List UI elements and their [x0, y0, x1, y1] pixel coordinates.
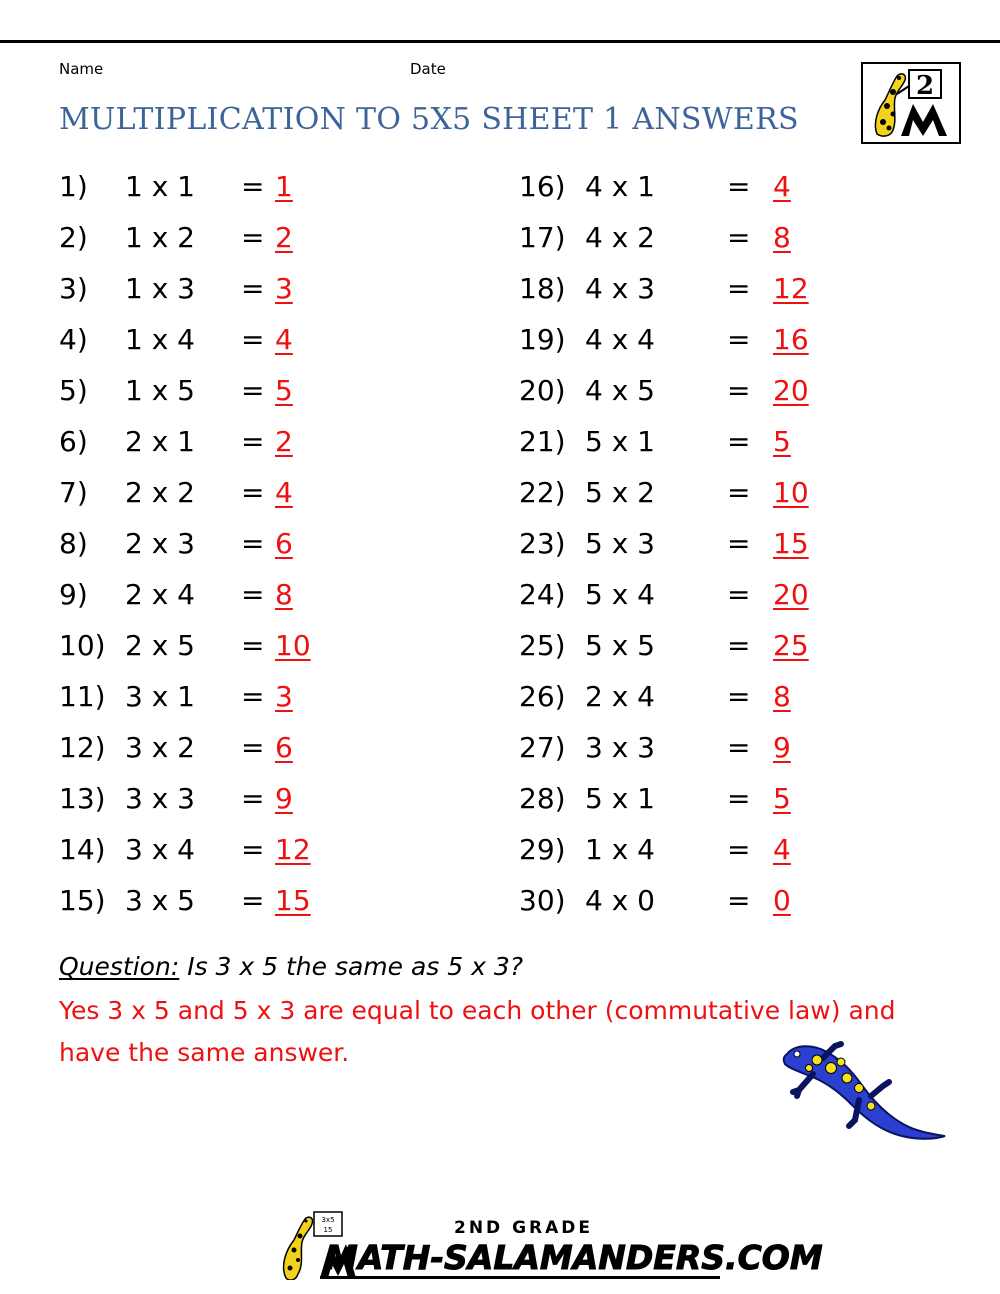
problem-answer: 25 [773, 629, 809, 662]
problem-row [519, 728, 819, 768]
problem-number: 21) [519, 425, 566, 458]
equals-sign: = [241, 782, 265, 815]
problem-number: 25) [519, 629, 566, 662]
problem-answer: 2 [275, 425, 293, 458]
problem-row [59, 269, 359, 309]
equals-sign: = [727, 527, 751, 560]
problem-number: 3) [59, 272, 88, 305]
problem-expression: 2 x 2 [125, 476, 195, 509]
problem-expression: 2 x 4 [585, 680, 655, 713]
equals-sign: = [241, 578, 265, 611]
problem-expression: 5 x 2 [585, 476, 655, 509]
problem-answer: 5 [773, 425, 791, 458]
problem-expression: 3 x 3 [585, 731, 655, 764]
problem-row [59, 422, 359, 462]
logo-badge [861, 62, 961, 144]
problem-answer: 9 [275, 782, 293, 815]
footer-site: MATH-SALAMANDERS.COM [325, 1238, 823, 1277]
logo-digit: 2 [915, 71, 935, 101]
equals-sign: = [241, 833, 265, 866]
problem-answer: 4 [773, 170, 791, 203]
problem-answer: 2 [275, 221, 293, 254]
problem-expression: 2 x 5 [125, 629, 195, 662]
problem-expression: 3 x 2 [125, 731, 195, 764]
problem-expression: 3 x 1 [125, 680, 195, 713]
problem-row [519, 167, 819, 207]
problem-row [59, 728, 359, 768]
equals-sign: = [727, 221, 751, 254]
problem-expression: 3 x 5 [125, 884, 195, 917]
problem-row [59, 218, 359, 258]
problem-row [59, 320, 359, 360]
problem-expression: 3 x 3 [125, 782, 195, 815]
problem-number: 27) [519, 731, 566, 764]
problem-row [519, 677, 819, 717]
problem-row [59, 524, 359, 564]
problem-number: 19) [519, 323, 566, 356]
problem-number: 2) [59, 221, 88, 254]
equals-sign: = [241, 680, 265, 713]
problem-answer: 8 [773, 680, 791, 713]
problem-expression: 1 x 5 [125, 374, 195, 407]
problem-answer: 20 [773, 374, 809, 407]
problem-row [519, 779, 819, 819]
problem-number: 24) [519, 578, 566, 611]
problem-expression: 2 x 1 [125, 425, 195, 458]
problem-row [519, 626, 819, 666]
problem-expression: 5 x 1 [585, 425, 655, 458]
equals-sign: = [241, 476, 265, 509]
problem-answer: 20 [773, 578, 809, 611]
equals-sign: = [241, 425, 265, 458]
equals-sign: = [241, 629, 265, 662]
equals-sign: = [727, 884, 751, 917]
problem-expression: 4 x 1 [585, 170, 655, 203]
problem-number: 11) [59, 680, 106, 713]
equals-sign: = [727, 425, 751, 458]
problem-answer: 5 [275, 374, 293, 407]
problem-row [519, 473, 819, 513]
problem-expression: 5 x 3 [585, 527, 655, 560]
top-rule [0, 40, 1000, 43]
equals-sign: = [727, 578, 751, 611]
problem-expression: 2 x 3 [125, 527, 195, 560]
problem-answer: 4 [275, 323, 293, 356]
equals-sign: = [727, 629, 751, 662]
equals-sign: = [727, 272, 751, 305]
problem-expression: 4 x 0 [585, 884, 655, 917]
problem-number: 26) [519, 680, 566, 713]
problem-answer: 4 [773, 833, 791, 866]
problem-number: 4) [59, 323, 88, 356]
problem-expression: 3 x 4 [125, 833, 195, 866]
problem-expression: 4 x 3 [585, 272, 655, 305]
equals-sign: = [727, 476, 751, 509]
problem-expression: 1 x 4 [585, 833, 655, 866]
problem-answer: 3 [275, 272, 293, 305]
equals-sign: = [727, 170, 751, 203]
problem-number: 12) [59, 731, 106, 764]
equals-sign: = [727, 374, 751, 407]
problem-expression: 1 x 4 [125, 323, 195, 356]
problem-row [519, 320, 819, 360]
problem-number: 10) [59, 629, 106, 662]
equals-sign: = [241, 884, 265, 917]
name-label: Name [59, 60, 104, 78]
problem-row [59, 626, 359, 666]
problem-answer: 10 [773, 476, 809, 509]
problem-expression: 4 x 5 [585, 374, 655, 407]
problem-row [519, 881, 819, 921]
problem-answer: 3 [275, 680, 293, 713]
problem-row [519, 218, 819, 258]
problem-number: 6) [59, 425, 88, 458]
problem-expression: 1 x 3 [125, 272, 195, 305]
problem-number: 30) [519, 884, 566, 917]
problem-row [59, 881, 359, 921]
problem-number: 29) [519, 833, 566, 866]
equals-sign: = [727, 323, 751, 356]
problem-expression: 5 x 5 [585, 629, 655, 662]
equals-sign: = [727, 680, 751, 713]
problem-row [59, 371, 359, 411]
equals-sign: = [241, 221, 265, 254]
equals-sign: = [241, 731, 265, 764]
problem-number: 15) [59, 884, 106, 917]
date-label: Date [410, 60, 446, 78]
problem-row [519, 830, 819, 870]
page-title: MULTIPLICATION TO 5X5 SHEET 1 ANSWERS [59, 102, 799, 137]
problem-number: 22) [519, 476, 566, 509]
problem-expression: 5 x 1 [585, 782, 655, 815]
problem-number: 9) [59, 578, 88, 611]
problem-number: 28) [519, 782, 566, 815]
problem-row [519, 575, 819, 615]
problem-answer: 10 [275, 629, 311, 662]
salamander-logo-icon [863, 64, 959, 142]
problem-expression: 1 x 2 [125, 221, 195, 254]
equals-sign: = [241, 527, 265, 560]
problem-row [519, 422, 819, 462]
problem-row [59, 473, 359, 513]
problem-row [519, 269, 819, 309]
problem-answer: 9 [773, 731, 791, 764]
svg-text:15: 15 [323, 1226, 333, 1234]
equals-sign: = [727, 833, 751, 866]
question-label: Question: [59, 952, 180, 981]
problem-answer: 15 [275, 884, 311, 917]
problem-number: 20) [519, 374, 566, 407]
problem-number: 13) [59, 782, 106, 815]
problem-answer: 15 [773, 527, 809, 560]
problem-answer: 8 [773, 221, 791, 254]
equals-sign: = [241, 323, 265, 356]
equals-sign: = [241, 272, 265, 305]
problem-answer: 16 [773, 323, 809, 356]
problem-number: 14) [59, 833, 106, 866]
problem-answer: 5 [773, 782, 791, 815]
problem-row [519, 524, 819, 564]
problem-answer: 0 [773, 884, 791, 917]
problem-row [519, 371, 819, 411]
problem-number: 23) [519, 527, 566, 560]
problem-answer: 6 [275, 731, 293, 764]
svg-text:3x5: 3x5 [321, 1216, 335, 1224]
footer-grade: 2ND GRADE [454, 1218, 594, 1238]
problem-expression: 1 x 1 [125, 170, 195, 203]
equals-sign: = [727, 782, 751, 815]
problem-number: 5) [59, 374, 88, 407]
problem-row [59, 779, 359, 819]
problem-expression: 4 x 2 [585, 221, 655, 254]
problem-expression: 4 x 4 [585, 323, 655, 356]
problem-row [59, 830, 359, 870]
problem-number: 1) [59, 170, 88, 203]
problem-row [59, 575, 359, 615]
problem-answer: 4 [275, 476, 293, 509]
problem-expression: 5 x 4 [585, 578, 655, 611]
problem-answer: 1 [275, 170, 293, 203]
problem-answer: 12 [773, 272, 809, 305]
question [59, 952, 523, 981]
problem-number: 16) [519, 170, 566, 203]
question-answer: Yes 3 x 5 and 5 x 3 are equal to each other (commutative law) and have the same answer. [59, 996, 896, 1067]
equals-sign: = [241, 170, 265, 203]
question-text: Is 3 x 5 the same as 5 x 3? [179, 952, 524, 981]
problem-answer: 8 [275, 578, 293, 611]
problem-number: 7) [59, 476, 88, 509]
problem-number: 18) [519, 272, 566, 305]
problem-number: 8) [59, 527, 88, 560]
problem-row [59, 677, 359, 717]
problem-expression: 2 x 4 [125, 578, 195, 611]
blue-salamander-icon [775, 1040, 955, 1150]
problem-answer: 12 [275, 833, 311, 866]
equals-sign: = [727, 731, 751, 764]
equals-sign: = [241, 374, 265, 407]
problem-row [59, 167, 359, 207]
problem-answer: 6 [275, 527, 293, 560]
problem-number: 17) [519, 221, 566, 254]
